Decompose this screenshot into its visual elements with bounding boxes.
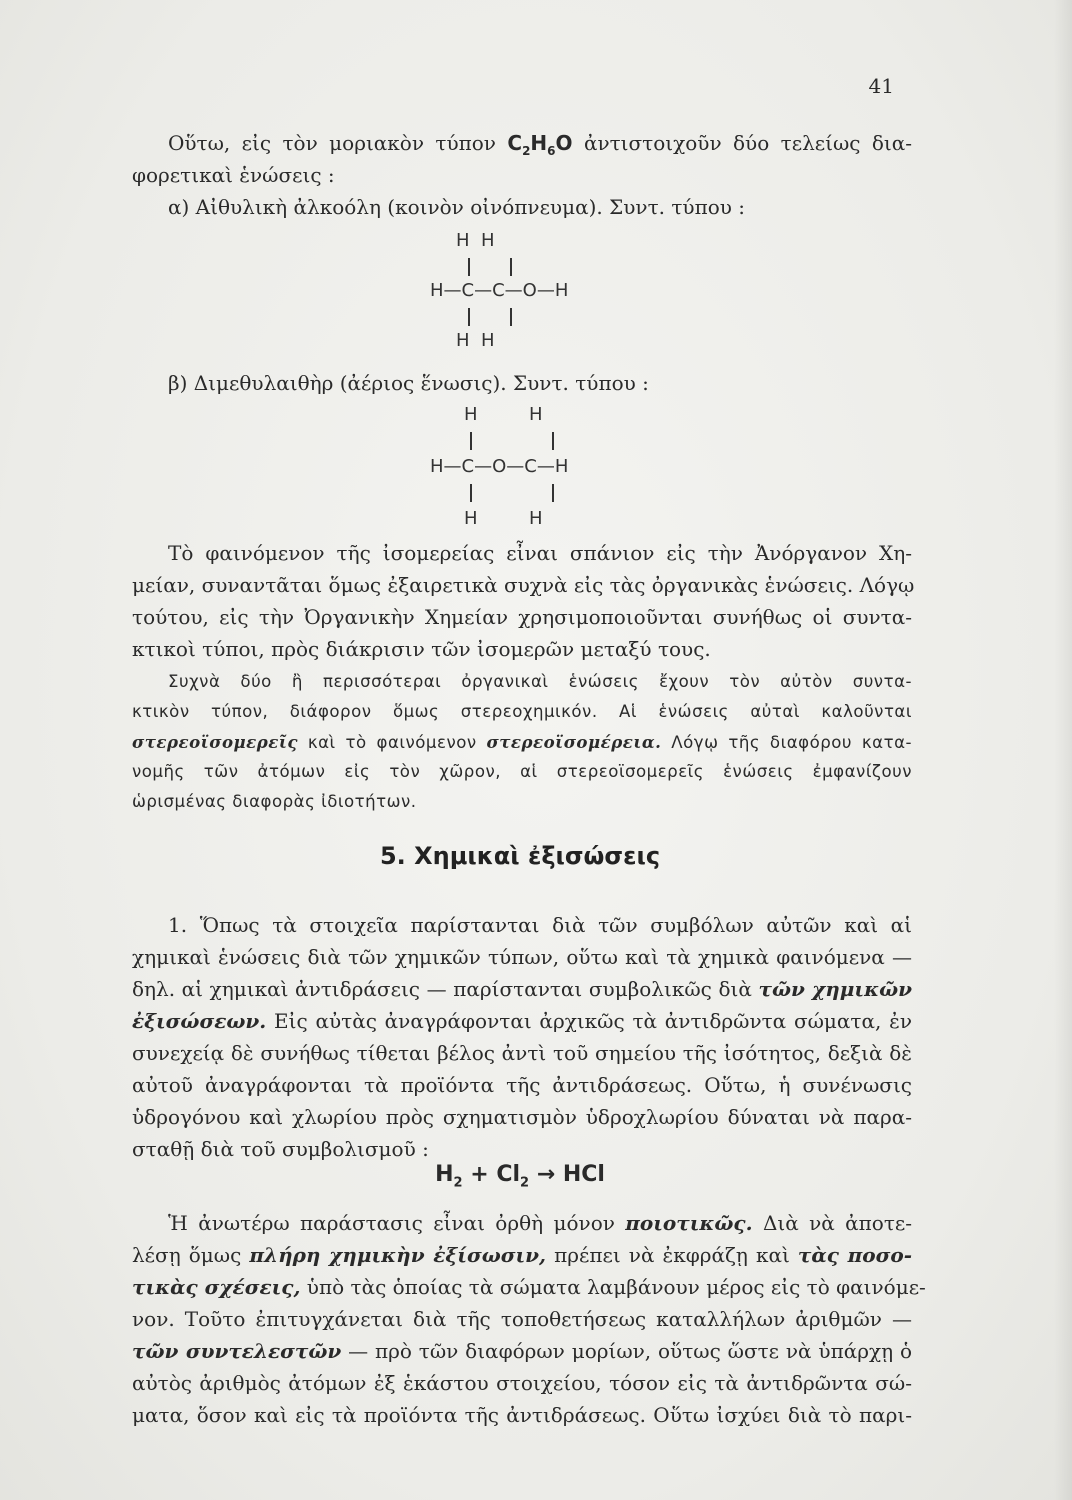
para1-line: δηλ. αἱ χημικαὶ ἀντιδράσεις — παρίστανται συμβολικῶς διὰ τῶν χημικῶν <box>132 977 913 1001</box>
para2-line: Ἡ ἀνωτέρω παράστασις εἶναι ὀρθὴ μόνον ποιοτικῶς. Διὰ νὰ ἀποτε- <box>168 1211 913 1235</box>
term-stereoisomers: στερεοϊσομερεῖς <box>132 732 298 752</box>
term-coefficients: τῶν συντελεστῶν <box>132 1339 342 1363</box>
para1-line: 1. Ὅπως τὰ στοιχεῖα παρίστανται διὰ τῶν συμβόλων αὐτῶν καὶ αἱ <box>168 913 912 937</box>
intro-line-2: φορετικαὶ ἑνώσεις : <box>132 163 335 187</box>
dimethyl-ether-structural-formula: H H H—C—O—C—H H H <box>430 404 569 529</box>
term-quantitative: τὰς ποσο- <box>797 1243 912 1267</box>
para2-line: τικὰς σχέσεις, ὑπὸ τὰς ὁποίας τὰ σώματα λαμβάνουν μέρος εἰς τὸ φαινόμε- <box>132 1275 926 1299</box>
isomerism-line: τούτου, εἰς τὴν Ὀργανικὴν Χημείαν χρησιμοποιοῦνται συνήθως οἱ συντα- <box>132 605 912 629</box>
stereo-line: στερεοϊσομερεῖς καὶ τὸ φαινόμενον στερεοϊσομέρεια. Λόγῳ τῆς διαφόρου κατα- <box>132 732 912 752</box>
term-qualitatively: ποιοτικῶς. <box>625 1211 753 1235</box>
chemical-equation: $H_2 + Cl_2$ → HCl <box>435 1162 605 1191</box>
stereo-line: νομῆς τῶν ἀτόμων εἰς τὸν χῶρον, αἱ στερεοϊσομερεῖς ἑνώσεις ἐμφανίζουν <box>132 762 912 781</box>
isomerism-line: Τὸ φαινόμενον τῆς ἰσομερείας εἶναι σπάνιον εἰς τὴν Ἀνόργανον Χη- <box>168 541 912 565</box>
para2-line: λέσῃ ὅμως πλήρη χημικὴν ἐξίσωσιν, πρέπει νὰ ἐκφράζῃ καὶ τὰς ποσο- <box>132 1243 912 1267</box>
isomerism-line: μείαν, συναντᾶται ὅμως ἐξαιρετικὰ συχνὰ εἰς τὰς ὀργανικὰς ἑνώσεις. Λόγῳ <box>132 573 915 597</box>
stereo-line: Συχνὰ δύο ἢ περισσότεραι ὀργανικαὶ ἑνώσεις ἔχουν τὸν αὐτὸν συντα- <box>168 672 912 691</box>
para1-line: συνεχείᾳ δὲ συνήθως τίθεται βέλος ἀντὶ τοῦ σημείου τῆς ἰσότητος, δεξιὰ δὲ <box>132 1041 912 1065</box>
reaction-arrow-icon: → <box>536 1162 556 1187</box>
term-relations: τικὰς σχέσεις, <box>132 1275 301 1299</box>
page-edge-shadow <box>1054 0 1072 1500</box>
stereo-line: ὡρισμένας διαφορὰς ἰδιοτήτων. <box>132 792 417 811</box>
para1-line: αὐτοῦ ἀναγράφονται τὰ προϊόντα τῆς ἀντιδράσεως. Οὕτω, ἡ συνένωσις <box>132 1073 912 1097</box>
isomerism-line: κτικοὶ τύποι, πρὸς διάκρισιν τῶν ἰσομερῶν μεταξύ τους. <box>132 637 711 661</box>
para1-line: ὑδρογόνου καὶ χλωρίου πρὸς σχηματισμὸν ὑδροχλωρίου δύναται νὰ παρα- <box>132 1105 912 1129</box>
term-full-chemical-equation: πλήρη χημικὴν ἐξίσωσιν, <box>249 1243 546 1267</box>
term-equations: ἐξισώσεων. <box>132 1009 267 1033</box>
section-heading: 5. Χημικαὶ ἐξισώσεις <box>379 842 661 870</box>
para2-line: ματα, ὅσον καὶ εἰς τὰ προϊόντα τῆς ἀντιδράσεως. Οὕτω ἰσχύει διὰ τὸ παρι- <box>132 1403 912 1427</box>
intro-line-1: Οὕτω, εἰς τὸν μοριακὸν τύπον $C_2H_6O$ ἀντιστοιχοῦν δύο τελείως δια- <box>168 131 913 158</box>
para1-line: χημικαὶ ἑνώσεις διὰ τῶν χημικῶν τύπων, οὕτω καὶ τὰ χημικὰ φαινόμενα — <box>132 945 912 969</box>
ether-label: β) Διμεθυλαιθὴρ (ἀέριος ἕνωσις). Συντ. τύπου : <box>168 371 649 395</box>
term-stereoisomerism: στερεοϊσομέρεια. <box>486 732 662 752</box>
para2-line: τῶν συντελεστῶν — πρὸ τῶν διαφόρων μορίων, οὕτως ὥστε νὰ ὑπάρχῃ ὁ <box>132 1339 912 1363</box>
para1-line: σταθῇ διὰ τοῦ συμβολισμοῦ : <box>132 1137 429 1161</box>
para2-line: αὐτὸς ἀριθμὸς ἀτόμων ἐξ ἑκάστου στοιχείου, τόσον εἰς τὰ ἀντιδρῶντα σώ- <box>132 1371 912 1395</box>
alcohol-label: α) Αἰθυλικὴ ἀλκοόλη (κοινὸν οἰνόπνευμα). Συντ. τύπου : <box>168 195 746 219</box>
ethanol-structural-formula: H H H—C—C—O—H H H <box>430 230 569 351</box>
para2-line: νον. Τοῦτο ἐπιτυγχάνεται διὰ τῆς τοποθετήσεως καταλλήλων ἀριθμῶν — <box>132 1307 912 1331</box>
term-chemical-equations: τῶν χημικῶν <box>758 977 913 1001</box>
page-number: 41 <box>868 74 894 98</box>
para1-line: ἐξισώσεων. Εἰς αὐτὰς ἀναγράφονται ἀρχικῶς τὰ ἀντιδρῶντα σώματα, ἐν <box>132 1009 913 1033</box>
molecular-formula: $C_2H_6O$ <box>507 131 573 158</box>
stereo-line: κτικὸν τύπον, διάφορον ὅμως στερεοχημικόν. Αἱ ἑνώσεις αὐταὶ καλοῦνται <box>132 702 912 721</box>
